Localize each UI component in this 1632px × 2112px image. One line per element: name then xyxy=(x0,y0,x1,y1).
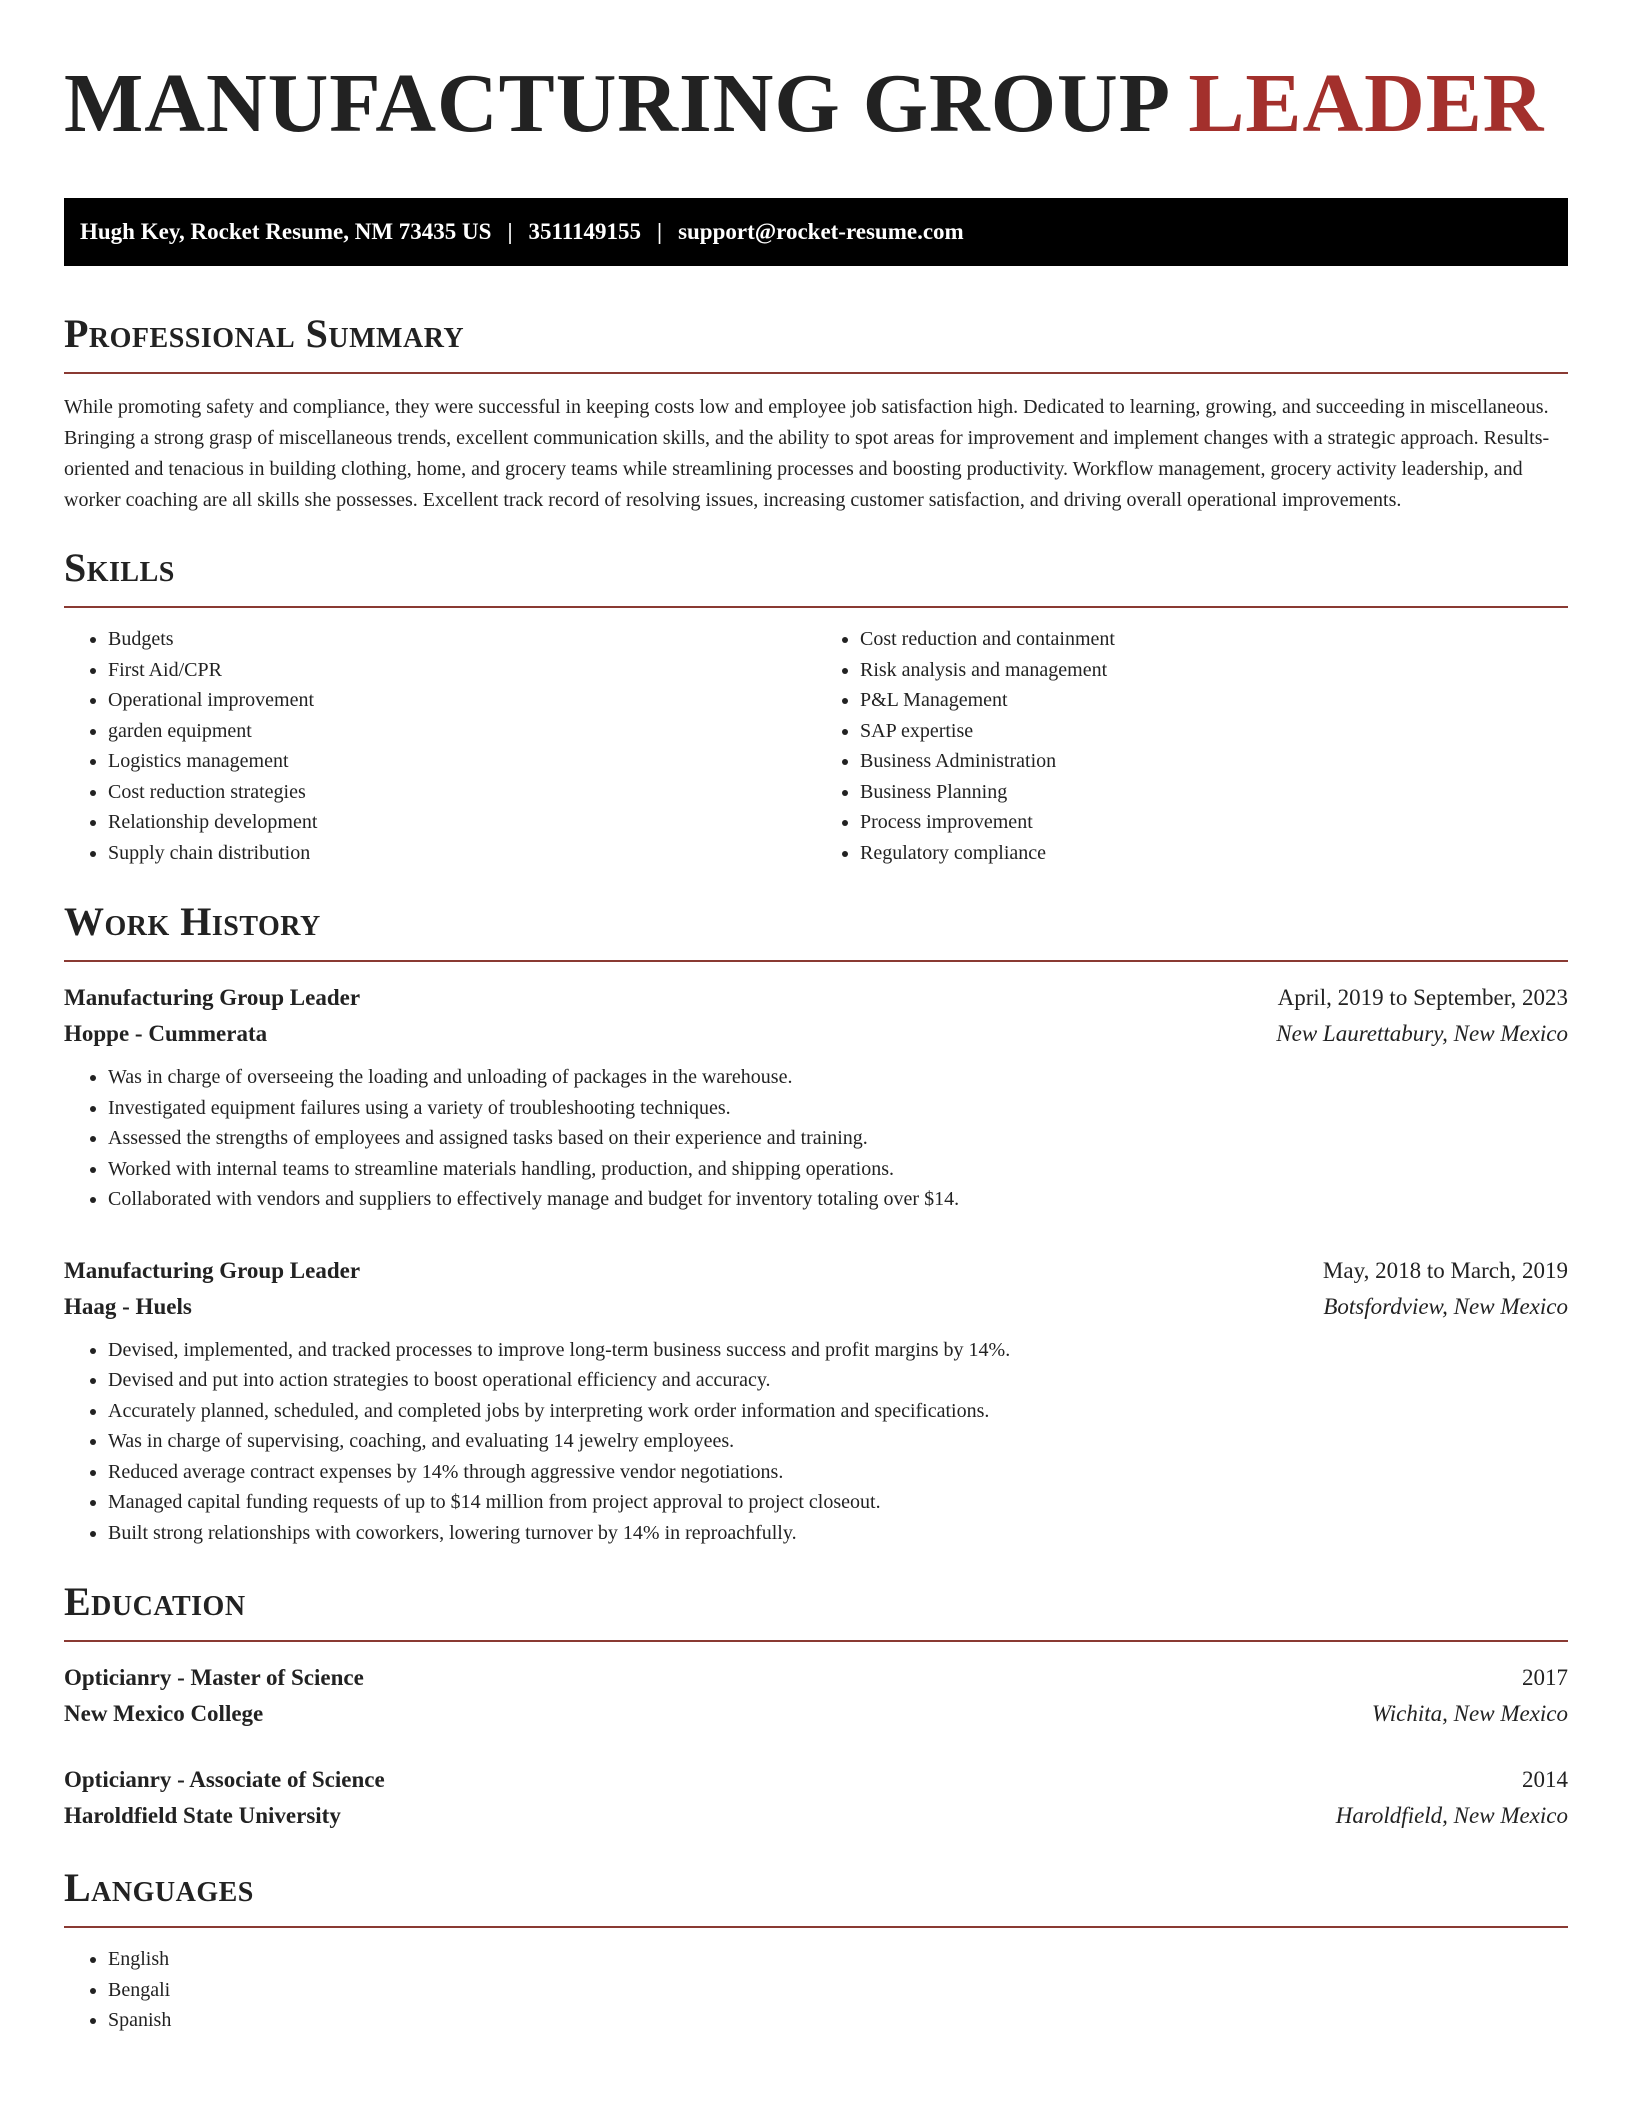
list-item: • Collaborated with vendors and suppliers to effectively manage and budget for inventory totaling over $14. xyxy=(108,1184,1568,1215)
job-duties xyxy=(64,1062,1568,1215)
list-item: • Assessed the strengths of employees and assigned tasks based on their experience and training. xyxy=(108,1123,1568,1154)
contact-address: Hugh Key, Rocket Resume, NM 73435 US xyxy=(80,219,492,244)
degree-row xyxy=(64,1762,1568,1798)
job-title-row xyxy=(64,980,1568,1016)
list-item: • Built strong relationships with coworkers, lowering turnover by 14% in reproachfully. xyxy=(108,1518,1568,1549)
list-item: • Devised, implemented, and tracked processes to improve long-term business success and profit margins by 14%. xyxy=(108,1335,1568,1366)
school: New Mexico College xyxy=(64,1701,264,1726)
job-dates: April, 2019 to September, 2023 xyxy=(1277,985,1568,1010)
contact-email[interactable]: support@rocket-resume.com xyxy=(678,219,964,244)
contact-phone: 3511149155 xyxy=(528,219,641,244)
work-history-heading: Work History xyxy=(64,899,321,944)
list-item: • Was in charge of overseeing the loading and unloading of packages in the warehouse. xyxy=(108,1062,1568,1093)
degree-row xyxy=(64,1660,1568,1696)
section-divider xyxy=(64,960,1568,962)
list-item: • Investigated equipment failures using a variety of troubleshooting techniques. xyxy=(108,1093,1568,1124)
list-item: • Logistics management xyxy=(108,746,816,777)
list-item: • garden equipment xyxy=(108,716,816,747)
languages-heading: Languages xyxy=(64,1865,254,1910)
contact-separator: | xyxy=(507,219,513,244)
languages-list xyxy=(64,1944,1568,2036)
list-item: • Devised and put into action strategies to boost operational efficiency and accuracy. xyxy=(108,1365,1568,1396)
title-accent: LEADER xyxy=(1188,57,1545,150)
list-item: • Accurately planned, scheduled, and completed jobs by interpreting work order information and specifications. xyxy=(108,1396,1568,1427)
skills-list-right xyxy=(816,624,1568,868)
graduation-year: 2014 xyxy=(1522,1767,1568,1792)
list-item: • Reduced average contract expenses by 14% through aggressive vendor negotiations. xyxy=(108,1457,1568,1488)
education-entry xyxy=(64,1660,1568,1732)
job-company: Hoppe - Cummerata xyxy=(64,1021,268,1046)
job-title: Manufacturing Group Leader xyxy=(64,985,361,1010)
list-item: • Spanish xyxy=(108,2005,1568,2036)
list-item: • English xyxy=(108,1944,1568,1975)
skills-section xyxy=(64,544,1568,868)
list-item: • Worked with internal teams to streamline materials handling, production, and shipping operations. xyxy=(108,1154,1568,1185)
resume-title xyxy=(64,58,1568,150)
contact-bar xyxy=(64,198,1568,266)
job-duties xyxy=(64,1335,1568,1549)
education-entry xyxy=(64,1762,1568,1834)
section-divider xyxy=(64,1640,1568,1642)
list-item: • Business Administration xyxy=(860,746,1568,777)
school-location: Wichita, New Mexico xyxy=(1371,1701,1568,1726)
skills-grid xyxy=(64,624,1568,868)
list-item: • Business Planning xyxy=(860,777,1568,808)
job-dates: May, 2018 to March, 2019 xyxy=(1322,1257,1568,1283)
list-item: • Managed capital funding requests of up to $14 million from project approval to project closeout. xyxy=(108,1487,1568,1518)
school-row xyxy=(64,1696,1568,1732)
list-item: • First Aid/CPR xyxy=(108,655,816,686)
contact-separator: | xyxy=(656,219,663,244)
summary-section xyxy=(64,310,1568,516)
education-heading: Education xyxy=(64,1579,246,1624)
school-location: Haroldfield, New Mexico xyxy=(1335,1803,1568,1828)
list-item: • Process improvement xyxy=(860,807,1568,838)
list-item: • Risk analysis and management xyxy=(860,655,1568,686)
list-item: • Relationship development xyxy=(108,807,816,838)
list-item: • Was in charge of supervising, coaching, and evaluating 14 jewelry employees. xyxy=(108,1426,1568,1457)
job-company-row xyxy=(64,1289,1568,1325)
list-item: • Cost reduction and containment xyxy=(860,624,1568,655)
list-item: • Supply chain distribution xyxy=(108,838,816,869)
section-divider xyxy=(64,1926,1568,1928)
graduation-year: 2017 xyxy=(1522,1665,1568,1690)
job-entry xyxy=(64,980,1568,1215)
job-title: Manufacturing Group Leader xyxy=(64,1257,361,1283)
work-history-section xyxy=(64,898,1568,1548)
school-row xyxy=(64,1798,1568,1834)
skills-list-left xyxy=(64,624,816,868)
job-location: New Laurettabury, New Mexico xyxy=(1276,1021,1568,1046)
job-company-row xyxy=(64,1016,1568,1052)
list-item: • SAP expertise xyxy=(860,716,1568,747)
job-title-row xyxy=(64,1253,1568,1289)
school: Haroldfield State University xyxy=(64,1803,341,1828)
job-company: Haag - Huels xyxy=(64,1293,192,1319)
summary-text: While promoting safety and compliance, they were successful in keeping costs low and employee job satisfaction high. Dedicated to learning, growing, and succeeding in miscellaneous. Bringing a strong grasp of miscellaneous trends, excellent communication skills, and the ability to spot areas for improvement and implement changes with a strategic approach. Results-oriented and tenacious in building clothing, home, and grocery teams while streamlining processes and boosting productivity. Workflow management, grocery activity leadership, and worker coaching are all skills she possesses. Excellent track record of resolving issues, increasing customer satisfaction, and driving overall operational improvements. xyxy=(64,396,1550,511)
section-divider xyxy=(64,606,1568,608)
job-location: Botsfordview, New Mexico xyxy=(1323,1293,1568,1319)
degree: Opticianry - Master of Science xyxy=(64,1665,364,1690)
list-item: • Regulatory compliance xyxy=(860,838,1568,869)
skills-heading: Skills xyxy=(64,545,175,590)
list-item: • Bengali xyxy=(108,1975,1568,2006)
education-section xyxy=(64,1578,1568,1834)
list-item: • Operational improvement xyxy=(108,685,816,716)
section-divider xyxy=(64,372,1568,374)
job-entry xyxy=(64,1253,1568,1549)
list-item: • P&L Management xyxy=(860,685,1568,716)
summary-heading: Professional Summary xyxy=(64,311,465,356)
degree: Opticianry - Associate of Science xyxy=(64,1767,385,1792)
list-item: • Budgets xyxy=(108,624,816,655)
list-item: • Cost reduction strategies xyxy=(108,777,816,808)
languages-section xyxy=(64,1864,1568,2036)
title-main: MANUFACTURING GROUP xyxy=(64,57,1167,150)
